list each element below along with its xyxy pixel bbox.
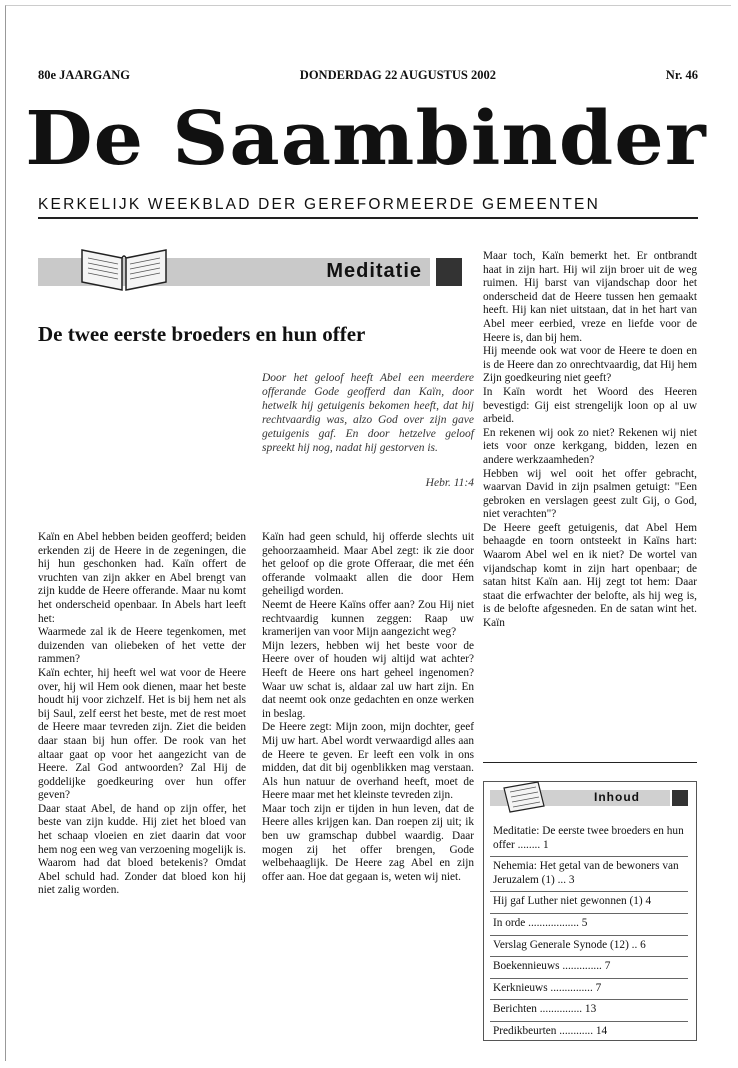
section-banner <box>38 258 462 286</box>
contents-item: Verslag Generale Synode (12) .. 6 <box>490 936 688 958</box>
paragraph: Maar toch, Kaïn bemerkt het. Er ontbrandt haat in zijn hart. Hij wil zijn broer uit de weg ruimen. Hij barst van vijandschap door het onderscheid dat de Heere tussen hen gemaakt heeft. Hij kan niet uitstaan, dat in het hart van Abel meer eerbied, vreze en liefde voor de Heere is, dan bij hem. <box>483 250 697 344</box>
paragraph: Kaïn en Abel hebben beiden geofferd; beiden erkenden zij de Heere in de zegeningen, die hij hun geschonken had. Kaïn offert de vruchten van zijn akker en Abel brengt van zijn kudde de Heere offerande. Maar nu komt het onderscheid openbaar. In Abels hart leeft het: <box>38 531 246 625</box>
paragraph: Hebben wij wel ooit het offer gebracht, waarvan David in zijn psalmen getuigt: "Een gebroken en verslagen geest zult Gij, o God, niet verachten"? <box>483 467 697 521</box>
article-column-2 <box>262 531 474 884</box>
issue-info-bar <box>38 68 698 83</box>
scripture-quote: Door het geloof heeft Abel een meerdere offerande Gode geofferd dan Kaïn, door hetwelk hij getuigenis bekomen heeft, dat hij rechtvaardig was, alzo God over zijn gave getuigenis gaf. En door hetzelve geloof spreekt hij nog, nadat hij gestorven is. <box>262 372 474 454</box>
contents-item: Nehemia: Het getal van de bewoners van Jeruzalem (1) ... 3 <box>490 857 688 892</box>
contents-item: Meditatie: De eerste twee broeders en hun offer ........ 1 <box>490 822 688 857</box>
contents-list <box>490 822 688 1043</box>
article-headline: De twee eerste broeders en hun offer <box>38 322 366 346</box>
paragraph: In Kaïn wordt het Woord des Heeren bevestigd: Gij eist strengelijk loon op al uw arbeid. <box>483 385 697 426</box>
contents-item: Kerknieuws ............... 7 <box>490 979 688 1001</box>
paragraph: Waarmede zal ik de Heere tegenkomen, met duizenden van oliebeken of het vette der rammen? <box>38 626 246 666</box>
paragraph: Kaïn had geen schuld, hij offerde slechts uit gehoorzaamheid. Maar Abel zegt: ik zie door het geloof op die grote Offeraar, die met één offerande volmaakt allen die door Hem geheiligd worden. <box>262 531 474 598</box>
issue-number: Nr. 46 <box>665 68 698 82</box>
article-column-3 <box>483 250 697 631</box>
paragraph: Daar staat Abel, de hand op zijn offer, het beste van zijn kudde. Hij ziet het bloed van het schaap vloeien en ziet daarin dat voor hem nog een weg van verzoening mogelijk is. Waarom had dat bloed betekenis? Omdat Abel schuld had. Zonder dat bloed kon hij niet zalig worden. <box>38 802 246 897</box>
paragraph: Neemt de Heere Kaïns offer aan? Zou Hij niet rechtvaardig kunnen zeggen: Raap uw kramerijen van voor Mijn aangezicht weg? <box>262 598 474 639</box>
contents-item: Boekennieuws .............. 7 <box>490 957 688 979</box>
paragraph: Maar toch zijn er tijden in hun leven, dat de Heere alles krijgen kan. Dan roepen zij uit; ik ben uw gramschap dubbel waardig. Daar mogen zij het offer brengen, Gode welbehaaglijk. De Heere zag Abel en zijn offer aan. Hoe dat gegaan is, weten wij niet. <box>262 802 474 883</box>
contents-item: In orde .................. 5 <box>490 914 688 936</box>
paragraph: Mijn lezers, hebben wij het beste voor de Heere over of houden wij altijd wat achter? Heeft de Heere ons hart geheel ingenomen? Waar uw schat is, aldaar zal uw hart zijn. En dat neemt ook onze gedachten en onze werken in beslag. <box>262 639 474 720</box>
issue-date: DONDERDAG 22 AUGUSTUS 2002 <box>299 68 497 82</box>
masthead-title: De Saambinder <box>25 96 707 182</box>
article-column-1 <box>38 531 246 898</box>
paragraph: Hij meende ook wat voor de Heere te doen en is de Heere dan zo onrechtvaardig, dat Hij hem Zijn goedkeuring niet geeft? <box>483 345 697 385</box>
section-banner-square <box>436 258 462 286</box>
masthead-subtitle: KERKELIJK WEEKBLAD DER GEREFORMEERDE GEMEENTEN <box>38 196 600 213</box>
volume-label: 80e JAARGANG <box>38 68 131 82</box>
open-book-icon <box>78 236 170 292</box>
section-label: Meditatie <box>326 260 422 282</box>
contents-item: Predikbeurten ............ 14 <box>493 1024 608 1037</box>
paragraph: De Heere zegt: Mijn zoon, mijn dochter, geef Mij uw hart. Abel wordt verwaardigd alles aan de Heere te geven. Er leeft een volk in ons midden, dat dit bij ogenblikken mag verstaan. Als hun natuur de overhand heeft, moet de Heere maar met het kleinste tevreden zijn. <box>262 721 474 802</box>
contents-item: Hij gaf Luther niet gewonnen (1) 4 <box>490 892 688 914</box>
column-3-rule <box>483 762 697 763</box>
paragraph: De Heere geeft getuigenis, dat Abel Hem behaagde en toorn ontsteekt in Kaïns hart: Waarom Abel wel en ik niet? De wortel van vijandschap komt in zijn hart openbaar; de satan hitst Kaïn aan. Hij zegt tot hem: Daar staat die erfwachter der belofte, als hij weg is, is de belofte afgesneden. En de satan wint het. Kaïn <box>483 521 697 630</box>
notepad-icon <box>498 780 548 814</box>
paragraph: En rekenen wij ook zo niet? Rekenen wij niet iets voor onze kerkgang, bidden, lezen en andere werkzaamheden? <box>483 426 697 466</box>
masthead-rule <box>38 217 698 219</box>
paragraph: Kaïn echter, hij heeft wel wat voor de Heere over, hij wil Hem ook dienen, maar het beste houdt hij voor zichzelf. Het is bij hem net als bij Saul, zelf eerst het beste, met de rest moet de Heere maar tevreden zijn. Ziet die beiden daar staan bij hun offer. De rook van het altaar gaat op voor het aangezicht van de Heere. Zal God antwoorden? Zal Hij de goddelijke goedkeuring over hun offer geven? <box>38 666 246 802</box>
contents-box <box>483 781 697 1041</box>
contents-item: Berichten ............... 13 <box>490 1000 688 1022</box>
contents-label: Inhoud <box>594 790 640 804</box>
contents-banner-square <box>672 790 688 806</box>
scripture-reference: Hebr. 11:4 <box>425 477 474 489</box>
